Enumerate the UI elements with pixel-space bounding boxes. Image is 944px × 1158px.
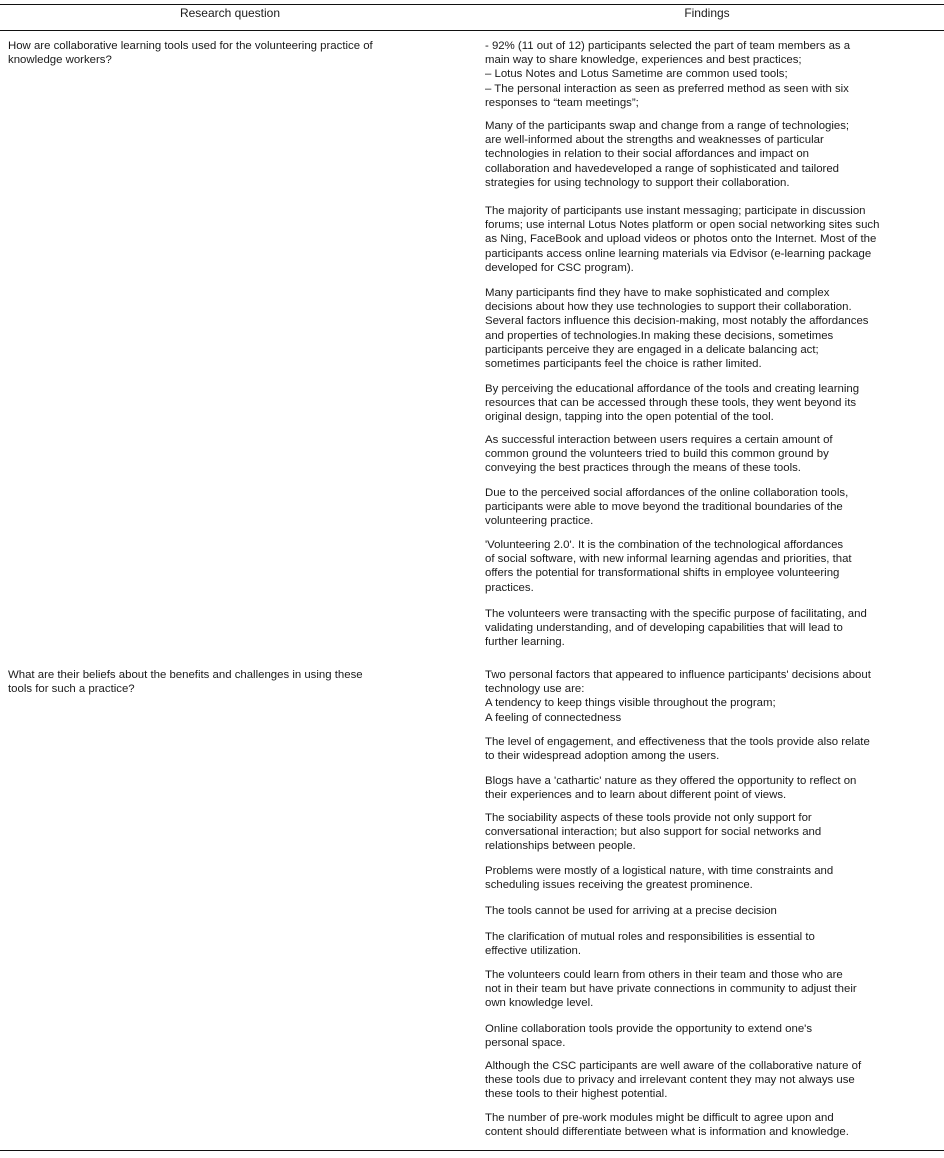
row-1-finding-1: - 92% (11 out of 12) participants selected the part of team members as a main way to share knowledge, experiences and best practices; – Lotus Notes and Lotus Sametime are common used tools; – The personal interaction as seen as preferred method as seen with six responses to “team meetings”;: [485, 40, 851, 109]
header-findings: Findings: [684, 6, 730, 20]
header-rule: [0, 30, 944, 31]
row-1-question: How are collaborative learning tools used for the volunteering practice of knowledge workers?: [8, 40, 373, 67]
row-2-finding-8: The volunteers could learn from others in their team and those who are not in their team but have private connections in community to adjust their own knowledge level.: [485, 969, 857, 1010]
row-2-finding-5: Problems were mostly of a logistical nature, with time constraints and scheduling issues receiving the greatest prominence.: [485, 865, 834, 892]
row-2-question: What are their beliefs about the benefits and challenges in using these tools for such a practice?: [8, 669, 363, 696]
row-2-finding-9: Online collaboration tools provide the opportunity to extend one's personal space.: [485, 1023, 813, 1050]
row-2-finding-1: Two personal factors that appeared to influence participants' decisions about technology use are: A tendency to keep things visible throughout the program; A feeling of connectedness: [485, 669, 871, 724]
row-2-finding-10: Although the CSC participants are well aware of the collaborative nature of these tools due to privacy and irrelevant content they may not always use these tools to their highest potential.: [485, 1060, 862, 1101]
header-research-question: Research question: [179, 6, 281, 20]
bottom-rule: [0, 1150, 944, 1151]
row-1-finding-8: 'Volunteering 2.0'. It is the combination of the technological affordances of social software, with new informal learning agendas and priorities, that offers the potential for transformational shifts in employee volunteering practices.: [485, 539, 852, 594]
top-rule: [0, 4, 944, 5]
row-2-finding-6: The tools cannot be used for arriving at a precise decision: [485, 905, 777, 917]
row-2-finding-2: The level of engagement, and effectiveness that the tools provide also relate to their widespread adoption among the users.: [485, 736, 870, 763]
row-1-finding-4: Many participants find they have to make sophisticated and complex decisions about how they use technologies to support their collaboration. Several factors influence this decision-making, most notably the affordances and properties of technologies.In making these decisions, sometimes participants perceive they are engaged in a delicate balancing act; sometimes participants feel the choice is rather limited.: [485, 287, 869, 371]
row-2-finding-3: Blogs have a 'cathartic' nature as they offered the opportunity to reflect on their experiences and to learn about different point of views.: [485, 775, 857, 802]
row-1-finding-9: The volunteers were transacting with the specific purpose of facilitating, and validating understanding, and of developing capabilities that will lead to further learning.: [485, 608, 867, 649]
row-1-finding-5: By perceiving the educational affordance of the tools and creating learning resources that can be accessed through these tools, they went beyond its original design, tapping into the open potential of the tool.: [485, 383, 860, 424]
row-1-finding-7: Due to the perceived social affordances of the online collaboration tools, participants were able to move beyond the traditional boundaries of the volunteering practice.: [485, 487, 849, 528]
row-2-finding-11: The number of pre-work modules might be difficult to agree upon and content should differentiate between what is information and knowledge.: [485, 1112, 849, 1139]
row-1-finding-2: Many of the participants swap and change from a range of technologies; are well-informed about the strengths and weaknesses of particular technologies in relation to their social affordances and impact on collaboration and havedeveloped a range of sophisticated and tailored strategies for using technology to support their collaboration.: [485, 120, 850, 189]
row-1-finding-6: As successful interaction between users requires a certain amount of common ground the volunteers tried to build this common ground by conveying the best practices through the means of these tools.: [485, 434, 833, 475]
row-2-finding-4: The sociability aspects of these tools provide not only support for conversational interaction; but also support for social networks and relationships between people.: [485, 812, 822, 853]
row-2-finding-7: The clarification of mutual roles and responsibilities is essential to effective utilization.: [485, 931, 815, 958]
row-1-finding-3: The majority of participants use instant messaging; participate in discussion forums; use internal Lotus Notes platform or open social networking sites such as Ning, FaceBook and upload videos or photos onto the Internet. Most of the participants access online learning materials via Edvisor (e-learning package developed for CSC program).: [485, 205, 880, 274]
